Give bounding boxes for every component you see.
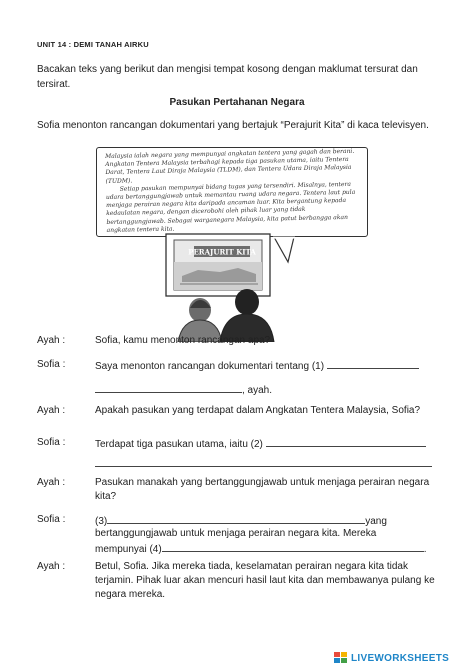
speech-bubble bbox=[96, 147, 368, 237]
unit-title: UNIT 14 : DEMI TANAH AIRKU bbox=[37, 40, 149, 49]
speaker-label: Sofia : bbox=[37, 359, 66, 370]
speaker-label: Ayah : bbox=[37, 405, 66, 416]
dialogue-text: bertanggungjawab untuk menjaga perairan negara kita. Mereka bbox=[95, 528, 377, 539]
intro-paragraph: Sofia menonton rancangan dokumentari yang bertajuk “Perajurit Kita” di kaca televisyen. bbox=[37, 120, 429, 131]
speaker-label: Ayah : bbox=[37, 335, 66, 346]
dialogue-text: Sofia, kamu menonton rancangan apa? bbox=[95, 335, 271, 346]
bubble-tail bbox=[274, 237, 294, 262]
liveworksheets-icon bbox=[334, 652, 348, 664]
liveworksheets-text: LIVEWORKSHEETS bbox=[351, 652, 450, 664]
instruction-text: Bacakan teks yang berikut dan mengisi tempat kosong dengan maklumat tersurat dan tersirat. bbox=[37, 64, 418, 90]
dialogue-text: Saya menonton rancangan dokumentari tentang (1) bbox=[95, 361, 325, 372]
answer-blank-1b[interactable] bbox=[95, 382, 242, 393]
bubble-paragraph-1: Malaysia ialah negara yang mempunyai angkatan tentera yang gagah dan berani. Angkatan Tentera Malaysia terbahagi kepada tiga pasukan utama, iaitu Tentera Darat, Tentera Laut Diraja Malaysia (TLDM), dan Tentera Udara Diraja Malaysia (TUDM). bbox=[105, 147, 355, 185]
dialogue-text: Betul, Sofia. Jika mereka tiada, keselamatan perairan negara kita tidak terjamin. Pihak luar akan mencuri hasil laut kita dan membawanya pulang ke negara mereka. bbox=[95, 561, 435, 600]
answer-blank-2a[interactable] bbox=[266, 436, 426, 447]
section-heading: Pasukan Pertahanan Negara bbox=[169, 97, 305, 108]
dialogue-text: Pasukan manakah yang bertanggungjawab untuk menjaga perairan negara kita? bbox=[95, 477, 430, 502]
speaker-label: Ayah : bbox=[37, 561, 66, 572]
dialogue-text: (3) bbox=[95, 516, 108, 527]
speaker-label: Ayah : bbox=[37, 477, 66, 488]
speaker-label: Sofia : bbox=[37, 437, 66, 448]
speaker-label: Sofia : bbox=[37, 514, 66, 525]
dialogue-text: Apakah pasukan yang terdapat dalam Angkatan Tentera Malaysia, Sofia? bbox=[95, 405, 421, 416]
dialogue-text: mempunyai (4) bbox=[95, 544, 162, 555]
tv-screen-title: PERAJURIT KITA bbox=[188, 247, 256, 257]
answer-blank-2b[interactable] bbox=[95, 466, 432, 467]
tv-illustration bbox=[160, 232, 330, 342]
liveworksheets-logo[interactable] bbox=[334, 652, 449, 664]
ayah-head bbox=[235, 289, 259, 315]
bubble-text bbox=[105, 148, 361, 235]
dialogue-text: Terdapat tiga pasukan utama, iaitu (2) bbox=[95, 439, 263, 450]
bubble-paragraph-2: Setiap pasukan mempunyai bidang tugas yang tersendiri. Misalnya, tentera udara bertanggungjawab untuk memantau ruang udara negara. Tentera laut pula menjaga perairan negara kita daripada ancaman luar. Kita bergantung kepada kedaulatan negara, dengan dicerobohi oleh pihak luar yang tidak bertanggungjawab. Sebagai warganegara Malaysia, kita patut berbangga akan angkatan tentera kita. bbox=[105, 180, 356, 234]
dialogue-text: , ayah. bbox=[242, 385, 273, 396]
answer-blank-4[interactable] bbox=[162, 541, 424, 552]
answer-blank-1a[interactable] bbox=[327, 358, 419, 369]
dialogue-text: . bbox=[423, 544, 427, 555]
dialogue-text: yang bbox=[365, 516, 387, 527]
answer-blank-3[interactable] bbox=[107, 513, 365, 524]
